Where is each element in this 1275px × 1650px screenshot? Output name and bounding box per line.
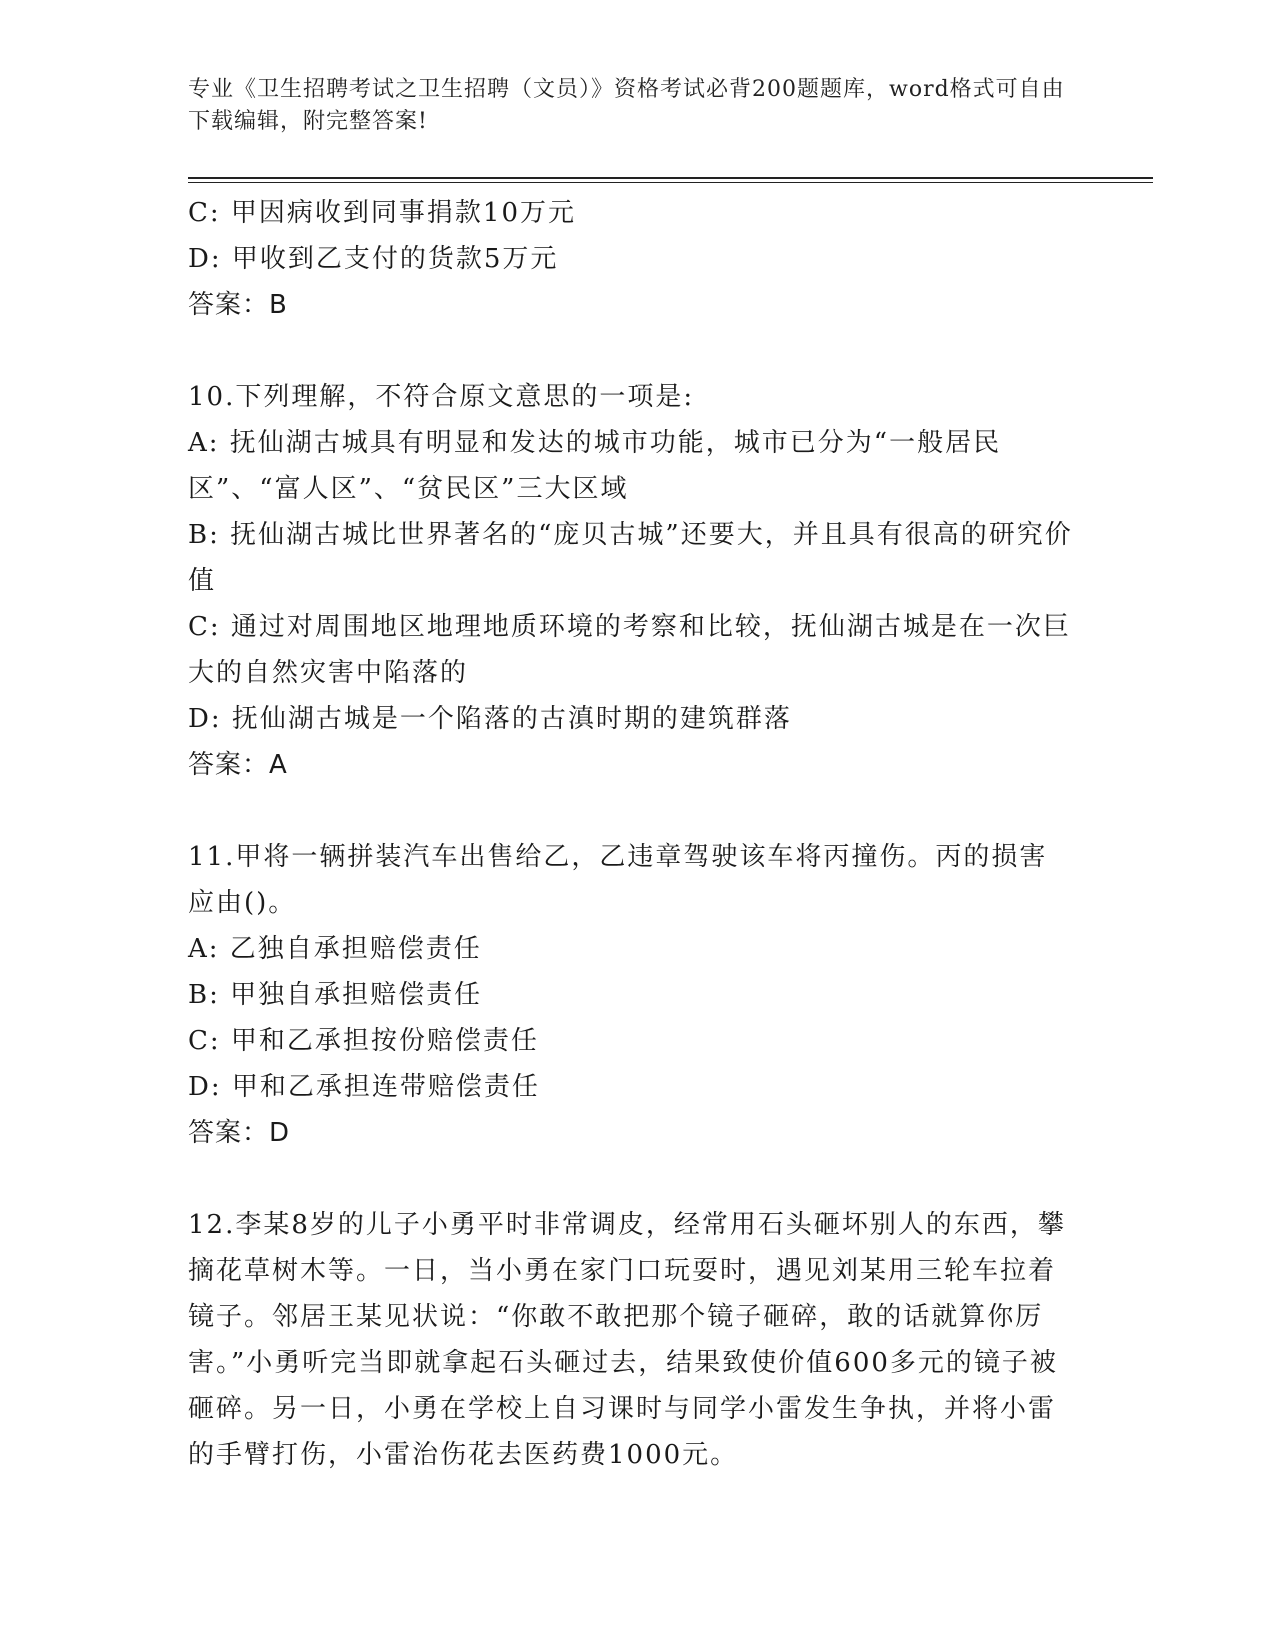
- spacer: [188, 1156, 1088, 1202]
- question-stem: 11.甲将一辆拼装汽车出售给乙，乙违章驾驶该车将丙撞伤。丙的损害应由()。: [188, 842, 1048, 918]
- document-body: [188, 190, 1088, 1478]
- question-block-10: [188, 374, 1088, 788]
- spacer: [188, 788, 1088, 834]
- option-b: B: 抚仙湖古城比世界著名的“庞贝古城”还要大，并且具有很高的研究价值: [188, 520, 1073, 596]
- question-stem: 10.下列理解，不符合原文意思的一项是:: [188, 382, 695, 412]
- option-a: A: 乙独自承担赔偿责任: [188, 934, 482, 964]
- option-c: C: 甲因病收到同事捐款10万元: [188, 198, 577, 228]
- answer-line: 答案：A: [188, 750, 288, 780]
- answer-line: 答案：D: [188, 1118, 291, 1148]
- option-a: A: 抚仙湖古城具有明显和发达的城市功能，城市已分为“一般居民区”、“富人区”、“贫民区”三大区域: [188, 428, 1002, 504]
- question-block-9: [188, 190, 1088, 328]
- option-c: C: 通过对周围地区地理地质环境的考察和比较，抚仙湖古城是在一次巨大的自然灾害中陷落的: [188, 612, 1071, 688]
- answer-line: 答案：B: [188, 290, 288, 320]
- document-header: [188, 74, 1068, 138]
- option-b: B: 甲独自承担赔偿责任: [188, 980, 483, 1010]
- option-d: D: 抚仙湖古城是一个陷落的古滇时期的建筑群落: [188, 704, 792, 734]
- question-block-12: [188, 1202, 1088, 1478]
- question-stem: 12.李某8岁的儿子小勇平时非常调皮，经常用石头砸坏别人的东西，攀摘花草树木等。一日，当小勇在家门口玩耍时，遇见刘某用三轮车拉着镜子。邻居王某见状说：“你敢不敢把那个镜子砸碎，敢的话就算你厉害。”小勇听完当即就拿起石头砸过去，结果致使价值600多元的镜子被砸碎。另一日，小勇在学校上自习课时与同学小雷发生争执，并将小雷的手臂打伤，小雷治伤花去医药费1000元。: [188, 1210, 1066, 1470]
- header-divider: [188, 177, 1153, 179]
- option-c: C: 甲和乙承担按份赔偿责任: [188, 1026, 539, 1056]
- question-block-11: [188, 834, 1088, 1156]
- header-divider-thin: [188, 182, 1153, 183]
- spacer: [188, 328, 1088, 374]
- option-d: D: 甲收到乙支付的货款5万元: [188, 244, 559, 274]
- option-d: D: 甲和乙承担连带赔偿责任: [188, 1072, 540, 1102]
- header-title: 专业《卫生招聘考试之卫生招聘（文员）》资格考试必背200题题库，word格式可自由下载编辑，附完整答案!: [188, 77, 1065, 134]
